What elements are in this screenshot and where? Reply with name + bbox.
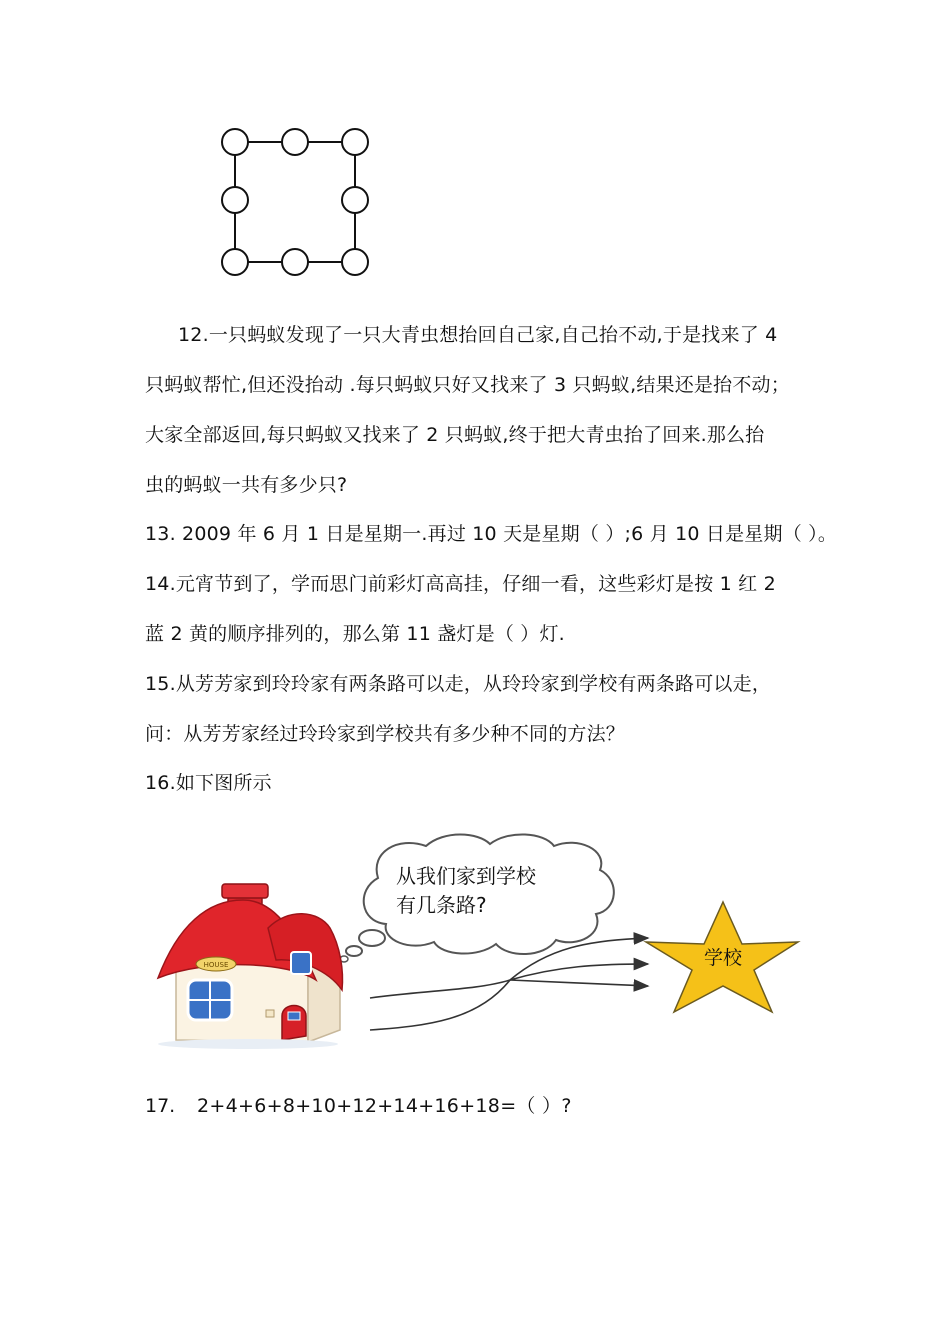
question-17-expression: 2+4+6+8+10+12+14+16+18=（ ）? <box>197 1095 572 1117</box>
circle-top-right <box>342 129 368 155</box>
bubble-text-line-2: 有几条路? <box>396 893 487 917</box>
circle-middle-left <box>222 187 248 213</box>
route-arrow-2 <box>510 964 648 980</box>
question-15-line-1: 15.从芳芳家到玲玲家有两条路可以走，从玲玲家到学校有两条路可以走， <box>145 673 772 695</box>
circle-middle-right <box>342 187 368 213</box>
square-circle-diagram <box>215 122 380 287</box>
road-line-1 <box>370 980 510 998</box>
question-12-line-2: 只蚂蚁帮忙,但还没抬动 .每只蚂蚁只好又找来了 3 只蚂蚁,结果还是抬不动； <box>145 374 790 396</box>
circle-bottom-middle <box>282 249 308 275</box>
circle-bottom-right <box>342 249 368 275</box>
house-to-school-illustration <box>148 830 808 1060</box>
question-17-number: 17. <box>145 1095 176 1117</box>
school-star-icon <box>646 902 798 1012</box>
question-16-line-1: 16.如下图所示 <box>145 772 272 794</box>
question-14-line-2: 蓝 2 黄的顺序排列的，那么第 11 盏灯是（ ）灯. <box>145 623 565 645</box>
house-sign-text: HOUSE <box>203 961 229 969</box>
route-arrow-3 <box>510 980 648 986</box>
square-outline <box>235 142 355 262</box>
bubble-text-line-1: 从我们家到学校 <box>396 864 536 888</box>
question-14-line-1: 14.元宵节到了，学而思门前彩灯高高挂，仔细一看，这些彩灯是按 1 红 2 <box>145 573 776 595</box>
circle-bottom-left <box>222 249 248 275</box>
school-label: 学校 <box>703 947 743 969</box>
question-15-line-2: 问：从芳芳家经过玲玲家到学校共有多少种不同的方法？ <box>145 723 626 745</box>
question-12-line-1: 12.一只蚂蚁发现了一只大青虫想抬回自己家,自己抬不动,于是找来了 4 <box>178 324 778 346</box>
thought-bubble <box>340 834 614 962</box>
circle-top-left <box>222 129 248 155</box>
circle-top-middle <box>282 129 308 155</box>
road-line-2 <box>370 980 510 1030</box>
question-13-line-1: 13. 2009 年 6 月 1 日是星期一.再过 10 天是星期（ ）;6 月 10 日是星期（ ）。 <box>145 523 838 545</box>
question-12-line-3: 大家全部返回,每只蚂蚁又找来了 2 只蚂蚁,终于把大青虫抬了回来.那么抬 <box>145 424 765 446</box>
house-icon <box>158 884 343 1049</box>
question-12-line-4: 虫的蚂蚁一共有多少只? <box>145 474 348 496</box>
